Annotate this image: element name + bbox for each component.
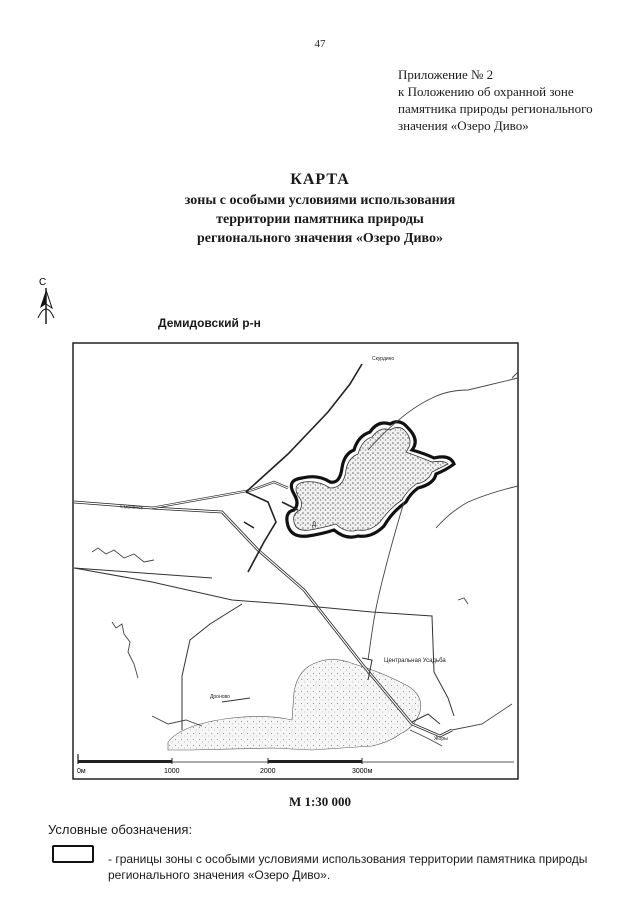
north-label: С	[39, 277, 47, 288]
appendix-line: значения «Озеро Диво»	[398, 118, 529, 133]
page-number: 47	[314, 38, 326, 50]
scale-tick-label: 0м	[77, 768, 86, 775]
map-title	[0, 170, 640, 248]
road-label: Смоленск	[119, 504, 144, 512]
place-label-central-estate: Центральная Усадьба	[384, 658, 446, 664]
place-label-se-village: Жоры	[434, 736, 448, 742]
place-label-west-village: Дроново	[210, 694, 230, 700]
district-label: Демидовский р-н	[158, 316, 261, 330]
title-line: зоны с особыми условиями использования	[184, 193, 456, 208]
legend-title: Условные обозначения:	[48, 822, 193, 837]
scale-tick-label: 2000	[260, 768, 276, 775]
title-line: регионального значения «Озеро Диво»	[196, 231, 444, 246]
appendix-line: Приложение № 2	[398, 67, 494, 82]
appendix-line: памятника природы регионального	[398, 101, 593, 116]
scale-tick-label: 1000	[164, 768, 180, 775]
legend-item-text: - границы зоны с особыми условиями использования территории памятника природы регионального значения «Озеро Диво».	[108, 852, 588, 882]
map-frame	[72, 342, 520, 787]
legend-boundary-swatch	[52, 845, 94, 863]
map-scale: М 1:30 000	[288, 794, 352, 809]
north-arrow-icon	[36, 274, 66, 331]
title-line: территории памятника природы	[216, 212, 424, 227]
appendix-note	[398, 66, 634, 134]
appendix-line: к Положению об охранной зоне	[398, 84, 574, 99]
scale-tick-label: 3000м	[352, 768, 373, 775]
lake-label: Д.	[312, 522, 318, 528]
title-main: КАРТА	[290, 171, 350, 188]
place-label-north-village: Скурдино	[372, 356, 395, 362]
